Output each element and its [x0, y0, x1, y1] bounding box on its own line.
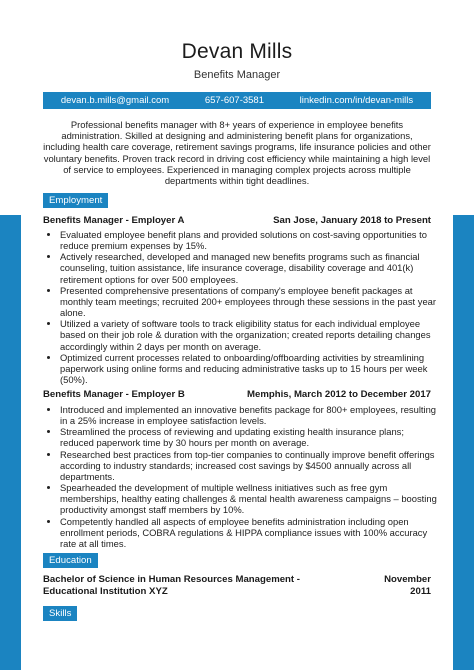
phone-number: 657-607-3581 — [204, 95, 264, 106]
list-item: • Researched best practices from top-tier companies to continually improve benefit offerings according to industry standards; increased cost savings by $4500 annually across all departments. — [60, 449, 440, 482]
education-entry — [43, 574, 431, 597]
degree-title: Bachelor of Science in Human Resources Management - Educational Institution XYZ — [43, 574, 300, 597]
email-link[interactable]: devan.b.mills@gmail.com — [60, 95, 170, 106]
contact-bar — [43, 92, 431, 109]
list-item: • Spearheaded the development of multiple wellness initiatives such as free gym memberships, healthy eating challenges & mental health awareness campaigns – boosting productivity amongst staff members by 10%. — [60, 482, 440, 515]
list-item: • Evaluated employee benefit plans and provided solutions on cost-saving opportunities to reduce premium expenses by 15%. — [60, 229, 440, 251]
job-title: Benefits Manager — [193, 69, 281, 81]
list-item: • Optimized current processes related to onboarding/offboarding activities by streamlining paperwork using online forms and reducing administrative tasks up to 15 hours per week (50%). — [60, 352, 440, 385]
job-bullet-list — [43, 229, 440, 385]
candidate-name: Devan Mills — [181, 40, 293, 63]
job-header — [43, 215, 431, 226]
job-location-date: Memphis, March 2012 to December 2017 — [247, 389, 431, 400]
professional-summary: Professional benefits manager with 8+ years of experience in employee benefits administration. Skilled at designing and administering benefit plans for organizations, including health care coverage, retirement savings programs, life insurance policies and other voluntary benefits. Proven track record in driving cost efficiency while maintaining a high level of service to employees. Experienced in managing complex projects across multiple departments within tight deadlines. — [43, 119, 431, 187]
job-location-date: San Jose, January 2018 to Present — [273, 215, 431, 226]
list-item: • Presented comprehensive presentations of company's employee benefit packages at monthly team meetings; recruited 200+ employees through these sessions in the past year alone. — [60, 285, 440, 318]
list-item: • Actively researched, developed and managed new benefits programs such as financial counseling, tuition assistance, life insurance coverage, disability coverage and 401(k) retirement options for over 500 employees. — [60, 251, 440, 284]
job-position: Benefits Manager - Employer B — [43, 389, 185, 400]
section-heading-skills: Skills — [43, 606, 77, 621]
job-header — [43, 389, 431, 400]
list-item: • Competently handled all aspects of employee benefits administration including open enrollment periods, COBRA regulations & HIPPA compliance issues with 100% accuracy rate at all times. — [60, 516, 440, 549]
linkedin-link[interactable]: linkedin.com/in/devan-mills — [299, 95, 414, 106]
job-position: Benefits Manager - Employer A — [43, 215, 185, 226]
list-item: • Introduced and implemented an innovative benefits package for 800+ employees, resulting in a 25% increase in employee satisfaction levels. — [60, 404, 440, 426]
graduation-date: November 2011 — [384, 574, 431, 597]
section-heading-education: Education — [43, 553, 98, 568]
list-item: • Utilized a variety of software tools to track eligibility status for each individual employee based on their job role & duration with the organization; created reports detailing changes accordingly within 2 days per month on average. — [60, 318, 440, 351]
list-item: • Streamlined the process of reviewing and updating existing health insurance plans; reduced paperwork time by 30 hours per month on average. — [60, 426, 440, 448]
job-bullet-list — [43, 404, 440, 549]
section-heading-employment: Employment — [43, 193, 108, 208]
